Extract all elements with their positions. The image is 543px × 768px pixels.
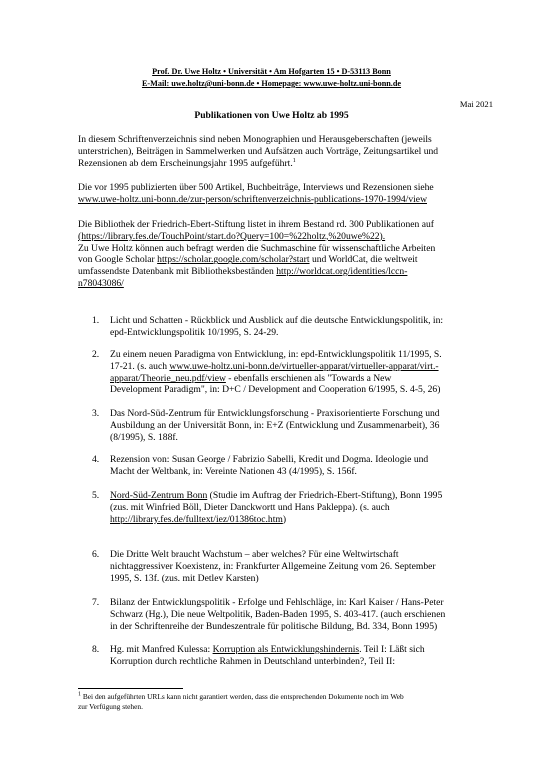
intro-paragraph-3 [78, 219, 485, 290]
footnote-text-1: Bei den aufgeführten URLs kann nicht garantiert werden, dass die entsprechenden Dokumente noch im Web [81, 692, 404, 701]
item-line: nichtaggressiver Koexistenz, in: Frankfurter Allgemeine Zeitung vom 26. September [110, 560, 436, 572]
item-line: Development Paradigm", in: D+C / Development and Cooperation 6/1995, S. 4-5, 26) [110, 384, 441, 396]
fes-fulltext-link[interactable]: http://library.fes.de/fulltext/iez/01386toc.htm [110, 513, 283, 525]
paradigm-link[interactable]: www.uwe-holtz.uni-bonn.de/virtueller-apparat/virtueller-apparat/virt.- [169, 360, 439, 372]
item-line: Ausbildung an der Universität Bonn, in: E+Z (Entwicklung und Zusammenarbeit), 36 [110, 419, 440, 431]
item-number: 2. [92, 349, 100, 360]
item-line: 1995, S. 13f. (zus. mit Detlev Karsten) [110, 572, 259, 584]
intro-p1-line-1: In diesem Schriftenverzeichnis sind neben Monographien und Herausgeberschaften (jeweils [78, 134, 432, 145]
document-date: Mai 2021 [459, 99, 493, 109]
item-line: - ebenfalls erschienen als "Towards a New [225, 372, 392, 384]
intro-p3-line-4b: und WorldCat, die weltweit [309, 254, 418, 266]
intro-p1-line-3: Rezensionen ab dem Erscheinungsjahr 1995 aufgeführt. [78, 157, 293, 169]
item-line: Macht der Weltbank, in: Vereinte Nationen 43 (4/1995), S. 156f. [110, 465, 357, 477]
header-contact: E-Mail: uwe.holtz@uni-bonn.de • Homepage: www.uwe-holtz.uni-bonn.de [141, 79, 402, 88]
page-title: Publikationen von Uwe Holtz ab 1995 [194, 110, 349, 121]
item-number: 6. [92, 549, 100, 560]
item-number: 4. [92, 454, 100, 465]
paradigm-link-cont[interactable]: apparat/Theorie_neu.pdf/view [110, 372, 226, 384]
worldcat-link[interactable]: http://worldcat.org/identities/lccn- [276, 266, 408, 278]
intro-paragraph-2 [78, 182, 485, 206]
header-address: Prof. Dr. Uwe Holtz • Universität • Am Hofgarten 15 • D-53113 Bonn [152, 67, 391, 76]
intro-p3-line-1: Die Bibliothek der Friedrich-Ebert-Stiftung listet in ihrem Bestand rd. 300 Publikationen auf [78, 219, 434, 230]
item-line: Bilanz der Entwicklungspolitik - Erfolge und Fehlschläge, in: Karl Kaiser / Hans-Peter [110, 597, 444, 608]
item-title: Korruption als Entwicklungshindernis [212, 644, 360, 655]
item-number: 8. [92, 644, 100, 655]
item-line: epd-Entwicklungspolitik 10/1995, S. 24-29. [110, 326, 279, 338]
item-title: Nord-Süd-Zentrum Bonn [110, 490, 208, 501]
item-line: Rezension von: Susan George / Fabrizio Sabelli, Kredit und Dogma. Ideologie und [110, 454, 429, 465]
item-number: 5. [92, 490, 100, 501]
item-line: (8/1995), S. 188f. [110, 431, 178, 443]
item-line: 17-21. (s. auch [110, 360, 170, 372]
intro-p1-line-2: unterstrichen), Beiträgen in Sammelwerken und Aufsätzen auch Vorträge, Zeitungsartikel und [78, 145, 439, 157]
item-number: 7. [92, 597, 100, 608]
footnote-mark[interactable]: 1 [292, 157, 296, 164]
item-line: Zu einem neuen Paradigma von Entwicklung, in: epd-Entwicklungspolitik 11/1995, S. [110, 349, 442, 360]
item-line: Hg. mit Manfred Kulessa: [110, 644, 213, 655]
item-line: Korruption durch rechtliche Rahmen in Deutschland unterbinden?, Teil II: [110, 655, 396, 667]
intro-paragraph-1 [78, 134, 485, 169]
publications-1970-1994-link[interactable]: www.uwe-holtz.uni-bonn.de/zur-person/schriftenverzeichnis-publications-1970-1994/view [78, 193, 427, 205]
item-line: ) [282, 513, 287, 525]
item-number: 1. [92, 315, 100, 326]
item-line: Die Dritte Welt braucht Wachstum – aber welches? Für eine Weltwirtschaft [110, 549, 399, 560]
item-line: Das Nord-Süd-Zentrum für Entwicklungsforschung - Praxisorientierte Forschung und [110, 408, 440, 419]
intro-p3-line-4a: von Google Scholar [78, 254, 158, 266]
footnote-divider [78, 688, 183, 689]
item-line: (zus. mit Winfried Böll, Dieter Danckwortt und Hans Pakleppa). (s. auch [110, 501, 390, 513]
footnote-text-2: zur Verfügung stehen. [78, 701, 143, 711]
intro-p3-line-3: Zu Uwe Holtz können auch befragt werden die Suchmaschine für wissenschaftliche Arbeiten [78, 242, 436, 254]
item-line: (Studie im Auftrag der Friedrich-Ebert-Stiftung), Bonn 1995 [207, 490, 443, 501]
item-line: . Teil I: Läßt sich [359, 644, 425, 655]
intro-p2-line-1: Die vor 1995 publizierten über 500 Artikel, Buchbeiträge, Interviews und Rezensionen siehe [78, 182, 434, 193]
intro-p3-line-5a: umfassendste Datenbank mit Bibliotheksbeständen [78, 266, 277, 278]
item-line: in der Schriftenreihe der Bundeszentrale für politische Bildung, Bd. 334, Bonn 1995) [110, 620, 438, 632]
item-number: 3. [92, 408, 100, 419]
footnote-number: 1 [78, 691, 81, 698]
worldcat-link-cont[interactable]: n78043086/ [78, 277, 124, 289]
google-scholar-link[interactable]: https://scholar.google.com/scholar?start [157, 254, 310, 266]
footnote [78, 692, 485, 711]
fes-library-link[interactable]: (https://library.fes.de/TouchPoint/start.do?Query=100=%22holtz,%20uwe%22). [78, 230, 386, 242]
item-line: Schwarz (Hg.), Die neue Weltpolitik, Baden-Baden 1995, S. 403-417. (auch erschienen [110, 608, 446, 620]
item-line: Licht und Schatten - Rückblick und Ausblick auf die deutsche Entwicklungspolitik, in: [110, 315, 444, 326]
